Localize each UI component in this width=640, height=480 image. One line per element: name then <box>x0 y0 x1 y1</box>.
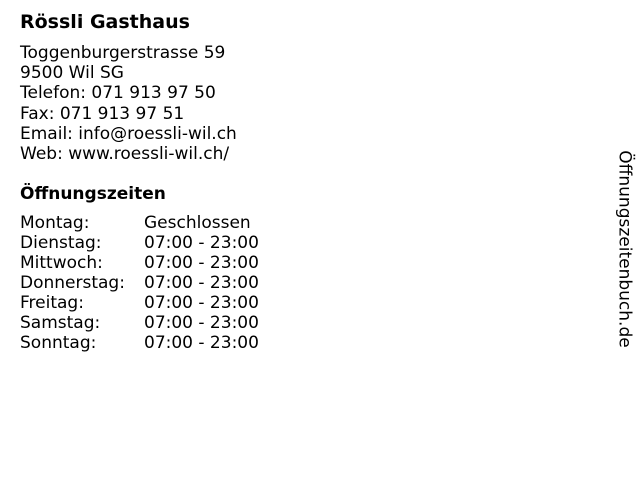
time-value: 07:00 - 23:00 <box>144 273 259 293</box>
day-label: Mittwoch: <box>20 253 103 273</box>
hours-heading: Öffnungszeiten <box>20 184 166 204</box>
fax-line: Fax: 071 913 97 51 <box>20 103 185 124</box>
day-label: Donnerstag: <box>20 273 125 293</box>
street-address: Toggenburgerstrasse 59 <box>20 43 226 63</box>
hours-row-tuesday <box>20 233 259 253</box>
time-value: Geschlossen <box>144 213 251 233</box>
watermark-text: Öffnungszeitenbuch.de <box>615 150 636 348</box>
hours-row-saturday <box>20 313 259 333</box>
hours-row-sunday <box>20 333 259 353</box>
contact-block <box>20 43 237 164</box>
hours-row-wednesday <box>20 253 259 273</box>
site-watermark <box>612 134 638 364</box>
business-name: Rössli Gasthaus <box>20 11 190 33</box>
day-label: Sonntag: <box>20 333 97 353</box>
time-value: 07:00 - 23:00 <box>144 253 259 273</box>
day-label: Montag: <box>20 213 90 233</box>
email-line: Email: info@roessli-wil.ch <box>20 123 237 144</box>
time-value: 07:00 - 23:00 <box>144 293 259 313</box>
day-label: Samstag: <box>20 313 101 333</box>
hours-row-monday <box>20 213 259 233</box>
hours-row-friday <box>20 293 259 313</box>
opening-hours-table <box>20 213 259 353</box>
hours-row-thursday <box>20 273 259 293</box>
phone-line: Telefon: 071 913 97 50 <box>20 83 216 104</box>
web-line: Web: www.roessli-wil.ch/ <box>20 144 230 165</box>
time-value: 07:00 - 23:00 <box>144 313 259 333</box>
day-label: Freitag: <box>20 293 84 313</box>
city-address: 9500 Wil SG <box>20 63 124 84</box>
time-value: 07:00 - 23:00 <box>144 233 259 253</box>
day-label: Dienstag: <box>20 233 102 253</box>
time-value: 07:00 - 23:00 <box>144 333 259 353</box>
